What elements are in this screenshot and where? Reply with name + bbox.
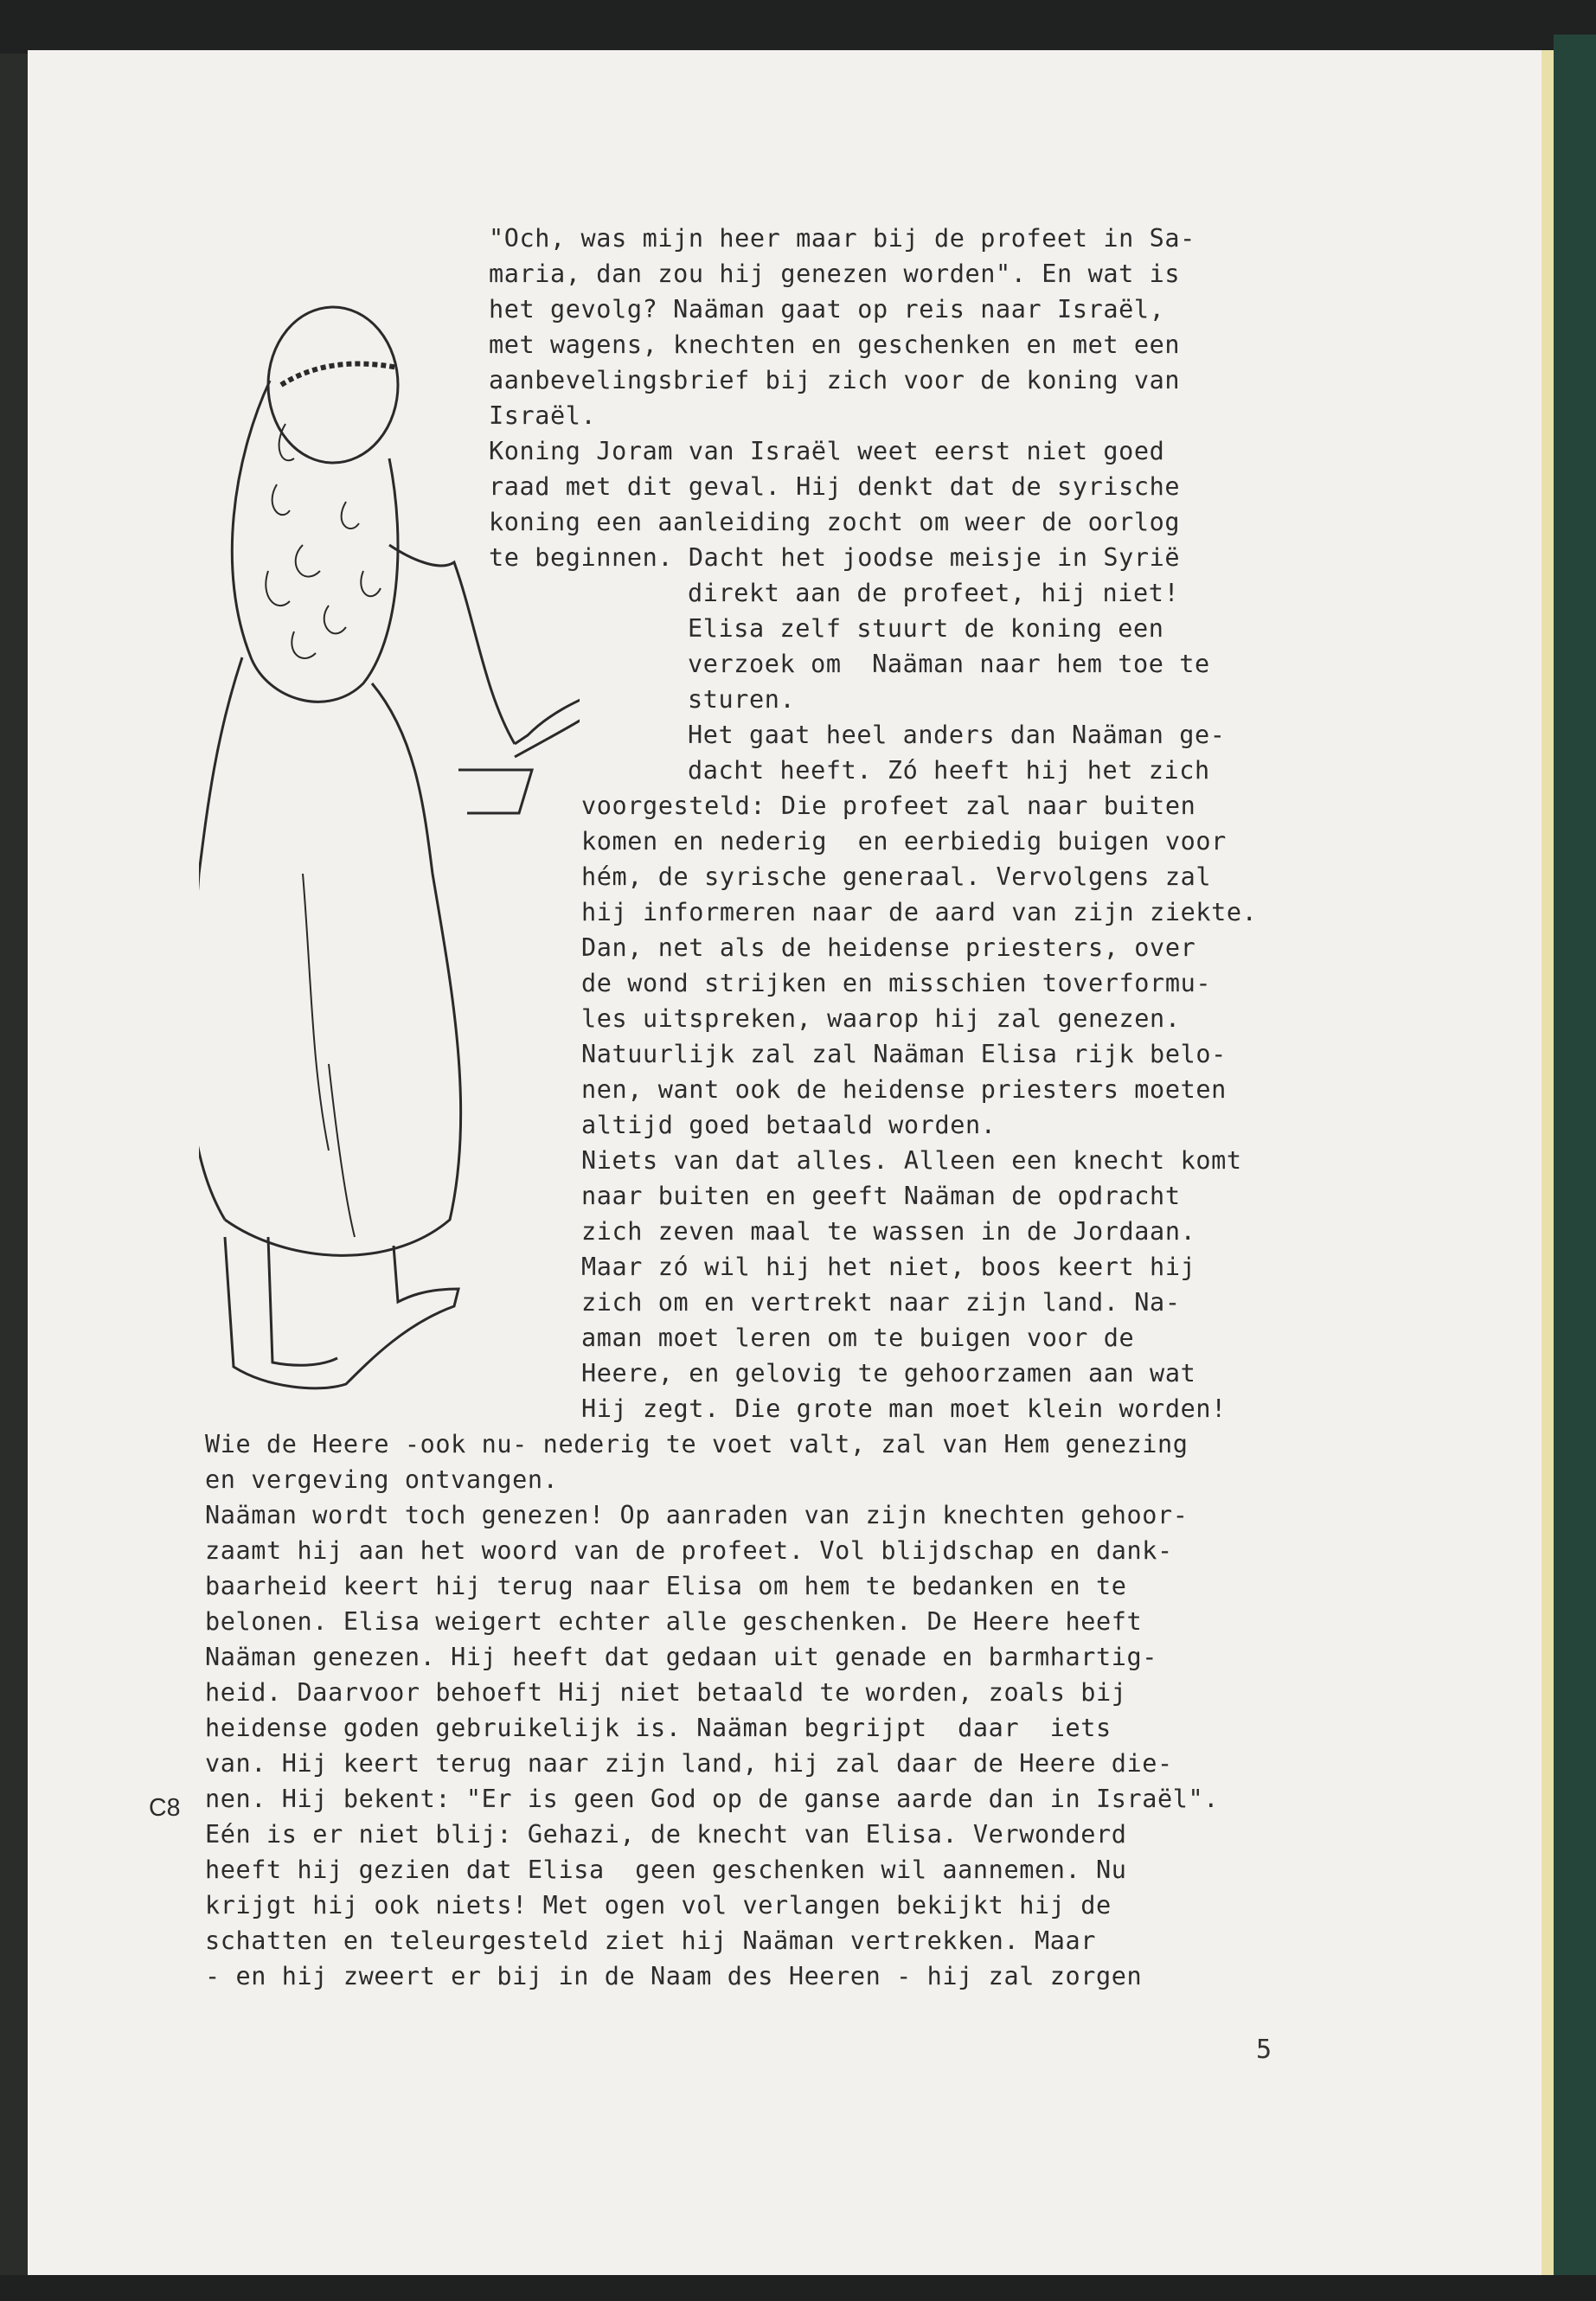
text-line: dacht heeft. Zó heeft hij het zich [688,756,1210,785]
text-line: Natuurlijk zal zal Naäman Elisa rijk belo- [581,1040,1227,1068]
text-line: Naäman genezen. Hij heeft dat gedaan uit genade en barmhartig- [205,1643,1158,1671]
text-line: heeft hij gezien dat Elisa geen geschenken wil aannemen. Nu [205,1856,1127,1884]
text-line: maria, dan zou hij genezen worden". En wat is [489,260,1181,288]
text-line: naar buiten en geeft Naäman de opdracht [581,1182,1181,1210]
top-dark-border [0,0,1596,54]
text-line: de wond strijken en misschien toverformu- [581,969,1212,997]
text-line: Dan, net als de heidense priesters, over [581,933,1196,962]
text-line: baarheid keert hij terug naar Elisa om hem te bedanken en te [205,1572,1127,1600]
text-line: nen. Hij bekent: "Er is geen God op de ganse aarde dan in Israël". [205,1785,1220,1813]
text-line: Elisa zelf stuurt de koning een [688,614,1164,643]
text-line: Hij zegt. Die grote man moet klein worden! [581,1394,1227,1423]
text-line: met wagens, knechten en geschenken en met een [489,330,1181,359]
text-line: belonen. Elisa weigert echter alle geschenken. De Heere heeft [205,1607,1143,1636]
text-line: zich zeven maal te wassen in de Jordaan. [581,1217,1196,1246]
text-line: te beginnen. Dacht het joodse meisje in Syrië [489,543,1181,572]
text-line: voorgesteld: Die profeet zal naar buiten [581,792,1196,820]
text-line: Het gaat heel anders dan Naäman ge- [688,721,1226,749]
bottom-dark-border [0,2275,1596,2301]
text-line: hém, de syrische generaal. Vervolgens zal [581,862,1212,891]
text-line: Naäman wordt toch genezen! Op aanraden van zijn knechten gehoor- [205,1501,1189,1529]
text-line: Heere, en gelovig te gehoorzamen aan wat [581,1359,1196,1388]
text-line: zich om en vertrekt naar zijn land. Na- [581,1288,1181,1317]
text-line: het gevolg? Naäman gaat op reis naar Israël, [489,295,1165,324]
text-line: heidense goden gebruikelijk is. Naäman begrijpt daar iets [205,1714,1112,1742]
text-line: en vergeving ontvangen. [205,1465,559,1494]
text-line: sturen. [688,685,796,714]
text-line: aman moet leren om te buigen voor de [581,1324,1135,1352]
text-line: van. Hij keert terug naar zijn land, hij zal daar de Heere die- [205,1749,1173,1778]
text-line: koning een aanleiding zocht om weer de oorlog [489,508,1181,536]
text-line: heid. Daarvoor behoeft Hij niet betaald te worden, zoals bij [205,1678,1127,1707]
book-cover-edge [1554,35,1596,2301]
text-line: Wie de Heere -ook nu- nederig te voet valt, zal van Hem genezing [205,1430,1189,1458]
page-number: 5 [1256,2035,1272,2065]
text-line: "Och, was mijn heer maar bij de profeet in Sa- [489,224,1195,253]
text-line: krijgt hij ook niets! Met ogen vol verlangen bekijkt hij de [205,1891,1112,1920]
text-line: nen, want ook de heidense priesters moeten [581,1075,1227,1104]
text-line: zaamt hij aan het woord van de profeet. Vol blijdschap en dank- [205,1536,1173,1565]
text-line: Maar zó wil hij het niet, boos keert hij [581,1253,1196,1281]
text-line: komen en nederig en eerbiedig buigen voor [581,827,1227,856]
text-line: Israël. [489,401,597,430]
text-line: schatten en teleurgesteld ziet hij Naäman vertrekken. Maar [205,1926,1096,1955]
text-line: les uitspreken, waarop hij zal genezen. [581,1004,1181,1033]
text-line: Niets van dat alles. Alleen een knecht komt [581,1146,1242,1175]
text-line: verzoek om Naäman naar hem toe te [688,650,1210,678]
text-line: altijd goed betaald worden. [581,1111,997,1139]
text-line: aanbevelingsbrief bij zich voor de koning van [489,366,1181,394]
text-line: Koning Joram van Israël weet eerst niet goed [489,437,1165,465]
text-line: - en hij zweert er bij in de Naam des Heeren - hij zal zorgen [205,1962,1143,1990]
text-line: raad met dit geval. Hij denkt dat de syrische [489,472,1181,501]
page-edge [1542,50,1554,2275]
margin-code: C8 [149,1794,181,1822]
text-line: Eén is er niet blij: Gehazi, de knecht van Elisa. Verwonderd [205,1820,1127,1849]
text-line: hij informeren naar de aard van zijn ziekte. [581,898,1258,926]
text-line: direkt aan de profeet, hij niet! [688,579,1180,607]
